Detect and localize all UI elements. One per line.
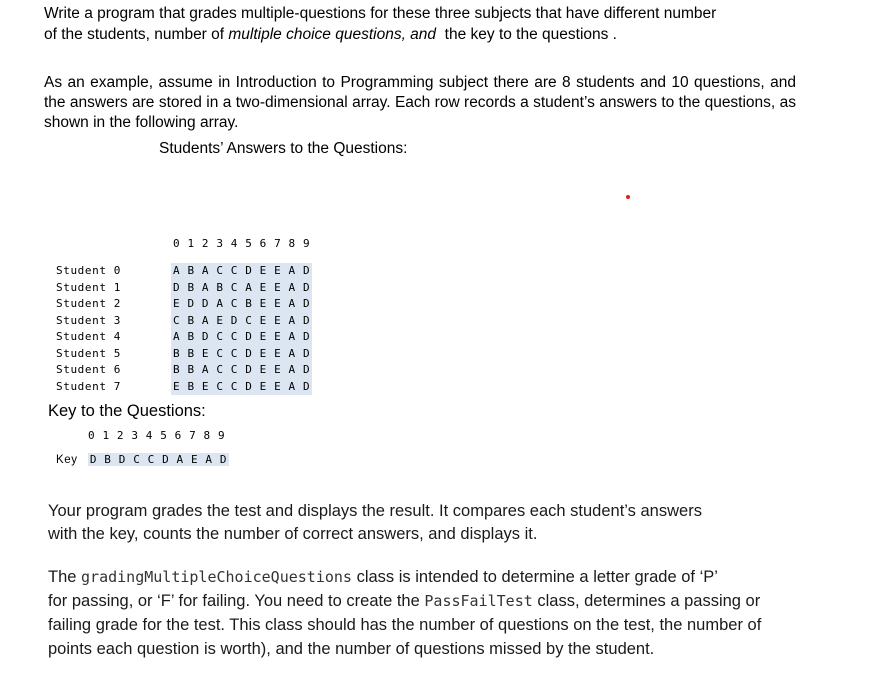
red-dot	[626, 195, 630, 199]
student-label: Student 1	[56, 280, 122, 294]
student-answers: A B D C C D E E A D	[173, 330, 311, 343]
student-answers: E D D A C B E E A D	[173, 297, 311, 310]
intro-line-2-text: of the students, number of	[44, 26, 229, 43]
student-answers: B B E C C D E E A D	[173, 346, 311, 360]
class-line-2	[48, 590, 760, 612]
student-label: Student 7	[56, 379, 122, 393]
example-paragraph: As an example, assume in Introduction to Programming subject there are 8 students and 10 questions, and the answers are stored in a two-dimensional array. Each row records a student’s answers to the questions, as shown in the following array.	[44, 74, 796, 131]
student-answers: B B A C C D E E A D	[173, 363, 311, 376]
class-line-1	[48, 566, 718, 588]
intro-line-1: Write a program that grades multiple-questions for these three subjects that have different number	[44, 5, 717, 22]
student-label: Student 4	[56, 330, 122, 343]
class-line-2-text: for passing, or ‘F’ for failing. You need to create the	[48, 592, 420, 610]
student-label: Student 0	[56, 264, 122, 277]
intro-line-2-emphasis: multiple choice questions, and	[228, 26, 437, 43]
key-row	[56, 452, 229, 469]
student-answers: D B A B C A E E A D	[173, 280, 311, 294]
student-answers: E B E C C D E E A D	[173, 379, 311, 393]
key-label: Key	[56, 454, 78, 466]
student-answers: A B A C C D E E A D	[173, 264, 311, 277]
grading-line-2: with the key, counts the number of correct answers, and displays it.	[48, 525, 538, 543]
student-label: Student 6	[56, 363, 122, 376]
class-name-grading: gradingMultipleChoiceQuestions	[81, 568, 352, 586]
answers-grid	[171, 263, 312, 395]
key-column-indices: 0 1 2 3 4 5 6 7 8 9	[88, 429, 226, 442]
key-answers: D B D C C D A E A D	[89, 453, 228, 466]
class-line-3: failing grade for the test. This class should has the number of questions on the test, the number of	[48, 616, 762, 634]
class-line-1-text: class is intended to determine a letter grade of ‘P’	[356, 568, 718, 586]
intro-line-2-tail: the key to the questions .	[436, 26, 617, 43]
student-answers: C B A E D C E E A D	[173, 313, 311, 327]
grading-line-1: Your program grades the test and displays the result. It compares each student’s answers	[48, 502, 702, 520]
answers-caption: Students’ Answers to the Questions:	[159, 140, 408, 157]
student-label: Student 3	[56, 313, 122, 327]
student-label: Student 5	[56, 346, 122, 360]
answers-column-indices: 0 1 2 3 4 5 6 7 8 9	[173, 237, 311, 250]
class-name-passfail: PassFailTest	[424, 592, 533, 610]
key-heading: Key to the Questions:	[48, 402, 206, 420]
class-line-1-the: The	[48, 568, 77, 586]
intro-line-2	[44, 25, 617, 45]
student-labels	[56, 263, 121, 395]
student-label: Student 2	[56, 297, 122, 310]
class-line-4: points each question is worth), and the number of questions missed by the student.	[48, 640, 655, 658]
class-line-2-tail: class, determines a passing or	[537, 592, 761, 610]
